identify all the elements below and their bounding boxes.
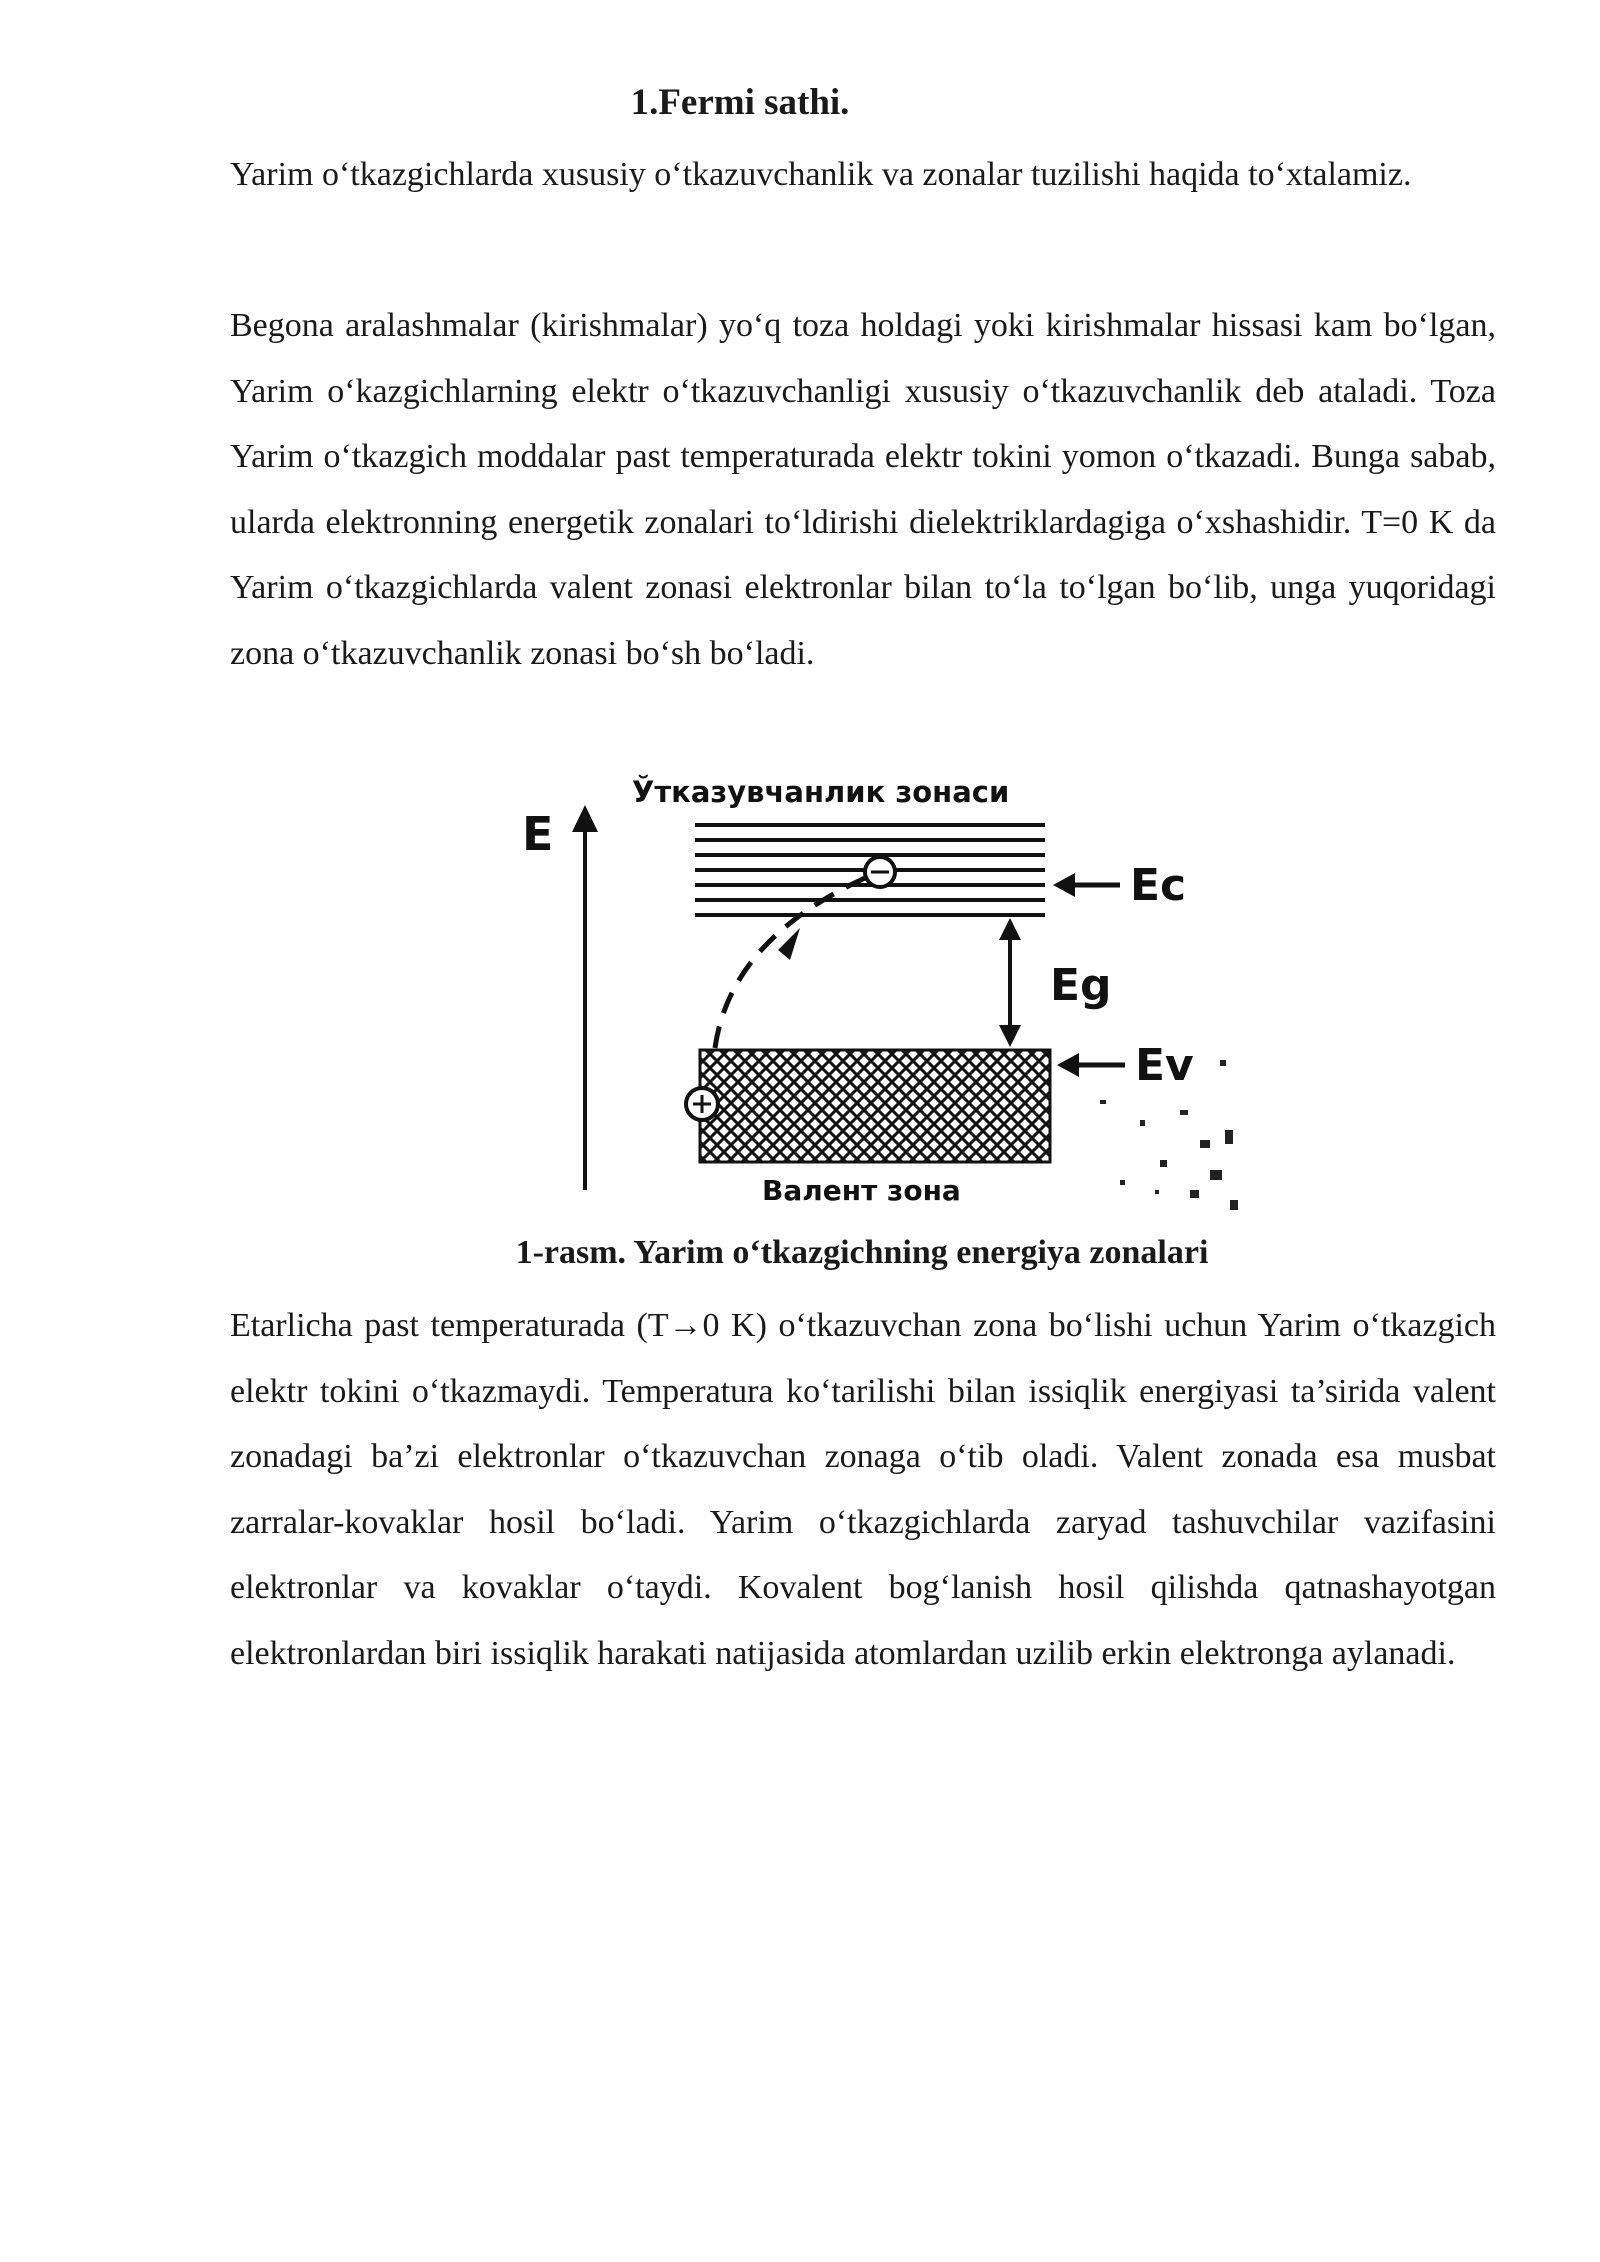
hole-icon [686,1088,718,1120]
ev-arrow-icon [1057,1053,1125,1077]
valence-band-label: Валент зона [762,1174,961,1207]
page-title: 1.Fermi sathi. [630,82,850,123]
figure-caption: 1-rasm. Yarim o‘tkazgichning energiya zonalari [515,1234,1209,1271]
energy-axis-label: E [522,807,554,861]
excitation-arrowhead-icon [778,928,800,960]
ec-arrow-icon [1053,873,1120,897]
ev-label: Ev [1135,1040,1194,1091]
valence-band [700,1050,1050,1162]
conduction-band-label: Ўтказувчанлик зонаси [632,775,1010,809]
electron-icon [865,857,895,887]
energy-axis [572,805,598,1190]
eg-label: Eg [1050,960,1112,1011]
paragraph-holes-and-electrons: Etarlicha past temperaturada (T→0 K) o‘tkazuvchan zona bo‘lishi uchun Yarim o‘tkazgich elektr tokini o‘tkazmaydi. Temperatura ko‘tarilishi bilan issiqlik energiyasi ta’sirida valent zonadagi ba’zi elektronlar o‘tkazuvchan zonaga o‘tib oladi. Valent zonada esa musbat zarralar-kovaklar hosil bo‘ladi. Yarim o‘tkazgichlarda zaryad tashuvchilar vazifasini elektronlar va kovaklar o‘taydi. Kovalent bog‘lanish hosil qilishda qatnashayotgan elektronlardan biri issiqlik harakati natijasida atomlardan uzilib erkin elektronga aylanadi. [230,1307,1496,1672]
band-gap-arrow [999,918,1021,1047]
energy-band-diagram [500,760,1240,1220]
excitation-path [715,878,865,1048]
paragraph-intrinsic-conductivity: Begona aralashmalar (kirishmalar) yo‘q toza holdagi yoki kirishmalar hissasi kam bo‘lgan, Yarim o‘kazgichlarning elektr o‘tkazuvchanligi xususiy o‘tkazuvchanlik deb ataladi. Toza Yarim o‘tkazgich moddalar past temperaturada elektr tokini yomon o‘tkazadi. Bunga sabab, ularda elektronning energetik zonalari to‘ldirishi dielektriklardagiga o‘xshashidir. T=0 K da Yarim o‘tkazgichlarda valent zonasi elektronlar bilan to‘la to‘lgan bo‘lib, unga yuqoridagi zona o‘tkazuvchanlik zonasi bo‘sh bo‘ladi. [230,307,1496,672]
paragraph-intro: Yarim o‘tkazgichlarda xususiy o‘tkazuvchanlik va zonalar tuzilishi haqida to‘xtalamiz. [230,156,1412,193]
ec-label: Ec [1130,860,1187,911]
